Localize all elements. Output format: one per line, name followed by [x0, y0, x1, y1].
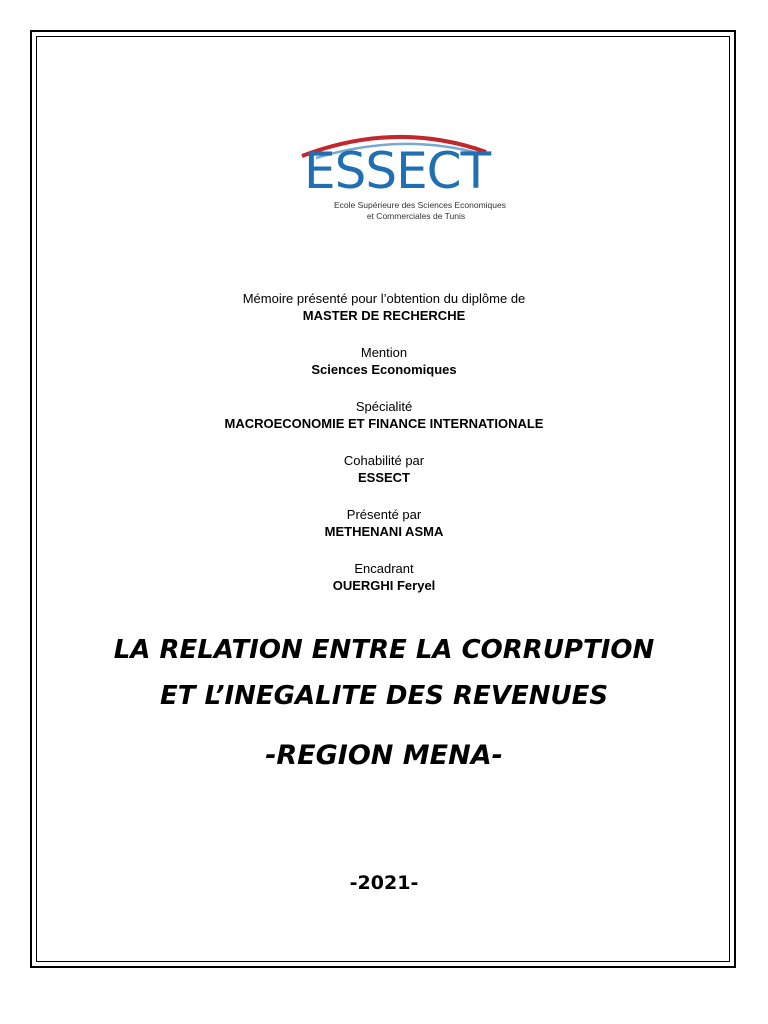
- thesis-info: [0, 290, 768, 594]
- thesis-title-line2: ET L’INEGALITE DES REVENUES: [159, 681, 609, 711]
- logo-subtitle-line1: Ecole Supérieure des Sciences Economiques: [334, 200, 506, 210]
- encadrant-value: OUERGHI Feryel: [332, 578, 436, 593]
- specialite-value: MACROECONOMIE ET FINANCE INTERNATIONALE: [224, 416, 544, 431]
- intro-text: Mémoire présenté pour l’obtention du diplôme de: [242, 291, 526, 306]
- thesis-year: -2021-: [349, 872, 419, 894]
- logo-subtitle-line2: et Commerciales de Tunis: [366, 211, 466, 221]
- cohabilite-label: Cohabilité par: [343, 453, 425, 468]
- diploma-value: MASTER DE RECHERCHE: [302, 308, 466, 323]
- mention-label: Mention: [360, 345, 408, 360]
- thesis-title-line1: LA RELATION ENTRE LA CORRUPTION: [113, 635, 655, 665]
- specialite-label: Spécialité: [355, 399, 413, 414]
- thesis-title-region: -REGION MENA-: [265, 740, 503, 771]
- presente-label: Présenté par: [346, 507, 422, 522]
- presente-value: METHENANI ASMA: [324, 524, 444, 539]
- logo-wordmark: ESSECT: [304, 142, 491, 200]
- mention-value: Sciences Economiques: [311, 362, 457, 377]
- encadrant-label: Encadrant: [354, 561, 414, 576]
- cohabilite-value: ESSECT: [357, 470, 410, 485]
- essect-logo: [296, 128, 506, 228]
